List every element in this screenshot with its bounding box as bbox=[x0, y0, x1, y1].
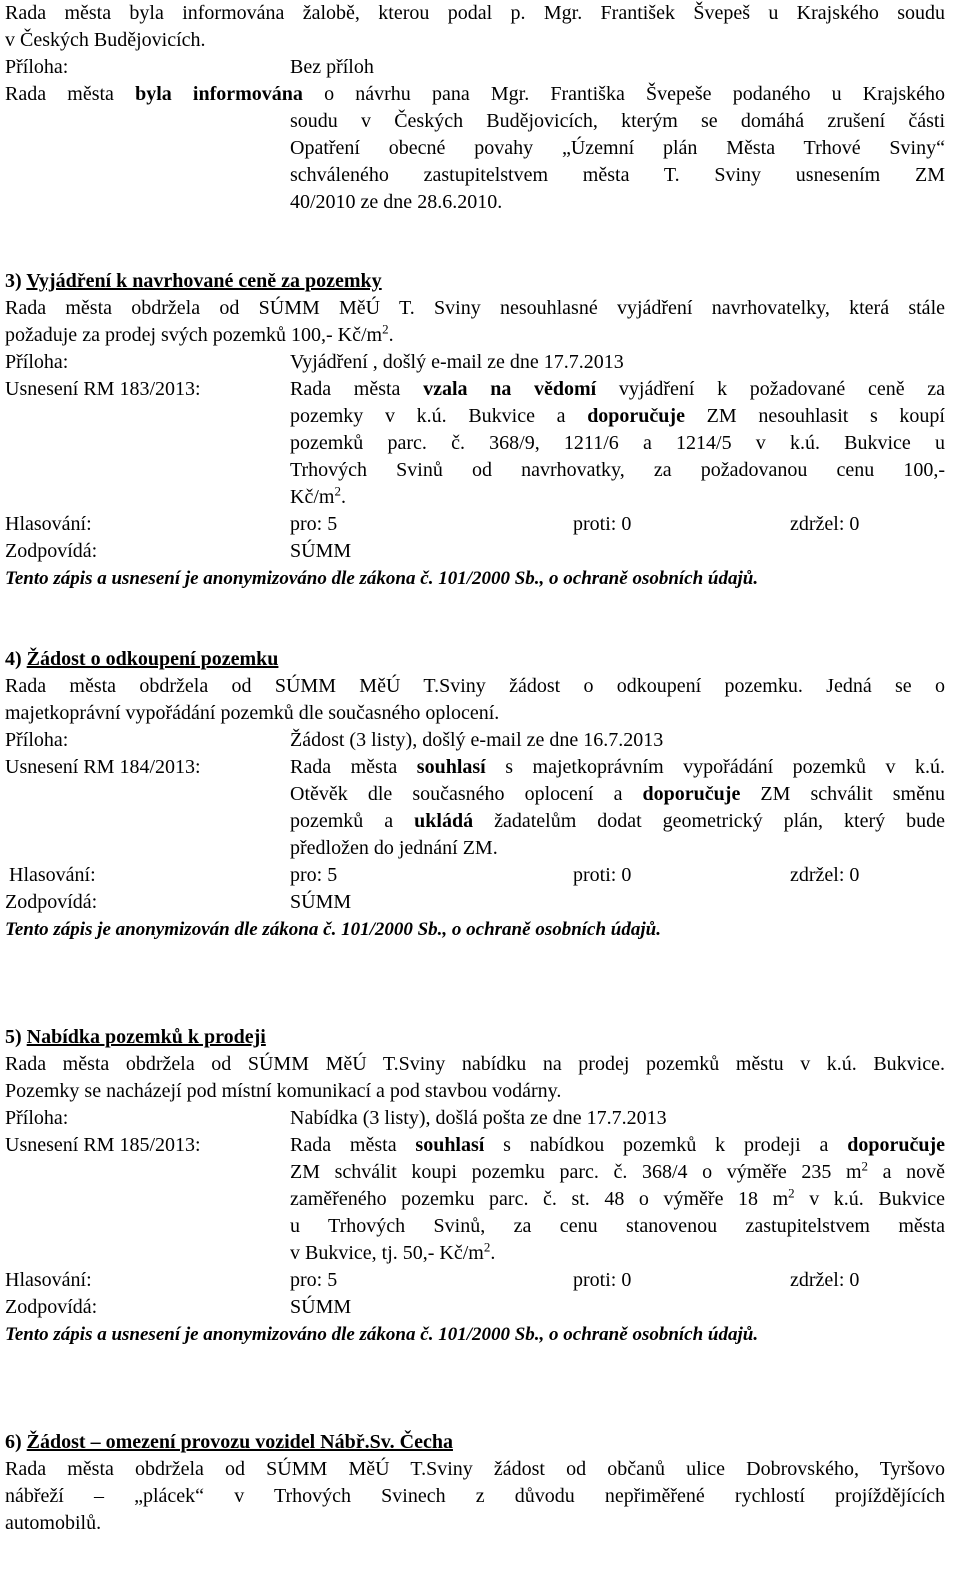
section-5-text-line-1: Rada města obdržela od SÚMM MěÚ T.Sviny nabídku na prodej pozemků městu v k.ú. Bukvice. bbox=[5, 1053, 945, 1075]
responsible-label: Zodpovídá: bbox=[5, 540, 98, 562]
intro-paragraph-2-line-1: Rada města byla informována o návrhu pana Mgr. Františka Švepeše podaného u Krajského bbox=[5, 83, 945, 105]
responsible-label: Zodpovídá: bbox=[5, 891, 98, 913]
section-5-resolution-row bbox=[5, 1132, 945, 1159]
section-6-text-line-1: Rada města obdržela od SÚMM MěÚ T.Sviny žádost od občanů ulice Dobrovského, Tyršovo bbox=[5, 1458, 945, 1480]
resolution-label: Usnesení RM 183/2013: bbox=[5, 378, 201, 400]
section-6-text-line-2: nábřeží – „plácek“ v Trhových Svinech z důvodu nepřiměřené rychlostí projíždějících bbox=[5, 1485, 945, 1507]
intro-paragraph-2-continuation: soudu v Českých Budějovicích, kterým se domáhá zrušení části Opatření obecné povahy „Územní plán Města Trhové Sviny“ schváleného zastupitelstvem města T. Sviny usnesením ZM 40/2010 ze dne 28.6.2010. bbox=[290, 110, 945, 213]
section-3-resolution-row bbox=[5, 376, 945, 403]
section-5-responsible-row bbox=[5, 1294, 945, 1321]
spacer bbox=[5, 1348, 945, 1429]
responsible-value: SÚMM bbox=[290, 540, 352, 562]
vote-abstain: zdržel: 0 bbox=[790, 864, 860, 886]
vote-against: proti: 0 bbox=[573, 513, 632, 535]
attachment-value: Bez příloh bbox=[290, 56, 374, 78]
section-3-anonymization-note: Tento zápis a usnesení je anonymizováno dle zákona č. 101/2000 Sb., o ochraně osobních údajů. bbox=[5, 568, 759, 589]
vote-label: Hlasování: bbox=[5, 513, 92, 535]
section-6-heading: 6) Žádost – omezení provozu vozidel Nábř.Sv. Čecha bbox=[5, 1431, 453, 1453]
section-4-resolution-text: Otěvěk dle současného oplocení a doporučuje ZM schválit směnu pozemků a ukládá žadatelům dodat geometrický plán, který bude předložen do jednání ZM. bbox=[290, 783, 946, 859]
section-3-vote-row bbox=[5, 511, 945, 538]
intro-attachment-row bbox=[5, 54, 945, 81]
responsible-label: Zodpovídá: bbox=[5, 1296, 98, 1318]
section-3-resolution-text: pozemky v k.ú. Bukvice a doporučuje ZM nesouhlasit s koupí pozemků parc. č. 368/9, 1211/6 a 1214/5 v k.ú. Bukvice u Trhových Svinů od navrhovatky, za požadovanou cenu 100,- $Kč/m^2$. bbox=[290, 405, 945, 508]
vote-for: pro: 5 bbox=[290, 513, 338, 535]
resolution-line-1: Rada města souhlasí s nabídkou pozemků k prodeji a doporučuje bbox=[290, 1134, 945, 1156]
vote-against: proti: 0 bbox=[573, 1269, 632, 1291]
resolution-line-1: Rada města vzala na vědomí vyjádření k požadované ceně za bbox=[290, 378, 945, 400]
vote-for: pro: 5 bbox=[290, 864, 338, 886]
document-page bbox=[5, 0, 945, 1537]
section-4-attachment-row bbox=[5, 727, 945, 754]
attachment-label: Příloha: bbox=[5, 56, 69, 78]
section-4-text-line-1: Rada města obdržela od SÚMM MěÚ T.Sviny žádost o odkoupení pozemku. Jedná se o bbox=[5, 675, 945, 697]
attachment-value: Nabídka (3 listy), došlá pošta ze dne 17.7.2013 bbox=[290, 1107, 667, 1129]
section-3-responsible-row bbox=[5, 538, 945, 565]
section-5-text-line-2: Pozemky se nacházejí pod místní komunikací a pod stavbou vodárny. bbox=[5, 1080, 562, 1102]
section-4-text-line-2: majetkoprávní vypořádání pozemků dle současného oplocení. bbox=[5, 702, 500, 724]
attachment-label: Příloha: bbox=[5, 351, 69, 373]
attachment-label: Příloha: bbox=[5, 729, 69, 751]
spacer bbox=[5, 216, 945, 268]
section-5-anonymization-note: Tento zápis a usnesení je anonymizováno dle zákona č. 101/2000 Sb., o ochraně osobních údajů. bbox=[5, 1324, 759, 1345]
vote-abstain: zdržel: 0 bbox=[790, 1269, 860, 1291]
intro-paragraph-1-line-2: v Českých Budějovicích. bbox=[5, 29, 206, 51]
section-3-text-line-1: Rada města obdržela od SÚMM MěÚ T. Sviny nesouhlasné vyjádření navrhovatelky, která stále bbox=[5, 297, 945, 319]
vote-against: proti: 0 bbox=[573, 864, 632, 886]
section-3-heading: 3) Vyjádření k navrhované ceně za pozemky bbox=[5, 270, 382, 292]
vote-for: pro: 5 bbox=[290, 1269, 338, 1291]
section-5-resolution-text: ZM schválit koupi pozemku parc. č. 368/4 o výměře 235 $m^2$ a nově zaměřeného pozemku parc. č. st. 48 o výměře 18 $m^2$ v k.ú. Bukvice u Trhových Svinů, za cenu stanovenou zastupitelstvem města v Bukvice, tj. 50,- $Kč/m^2$. bbox=[290, 1158, 945, 1264]
spacer bbox=[5, 943, 945, 1024]
vote-label: Hlasování: bbox=[9, 864, 96, 886]
resolution-line-1: Rada města souhlasí s majetkoprávním vypořádání pozemků v k.ú. bbox=[290, 756, 946, 778]
section-4-responsible-row bbox=[5, 889, 945, 916]
attachment-value: Vyjádření , došlý e-mail ze dne 17.7.2013 bbox=[290, 351, 624, 373]
section-5-vote-row bbox=[5, 1267, 945, 1294]
attachment-value: Žádost (3 listy), došlý e-mail ze dne 16.7.2013 bbox=[290, 729, 664, 751]
attachment-label: Příloha: bbox=[5, 1107, 69, 1129]
section-5-attachment-row bbox=[5, 1105, 945, 1132]
section-6-text-line-3: automobilů. bbox=[5, 1512, 102, 1534]
resolution-label: Usnesení RM 184/2013: bbox=[5, 756, 201, 778]
section-4-resolution-row bbox=[5, 754, 945, 781]
section-4-heading: 4) Žádost o odkoupení pozemku bbox=[5, 648, 279, 670]
section-3-text-line-2: požaduje za prodej svých pozemků 100,- $Kč/m^2$. bbox=[5, 321, 394, 346]
vote-label: Hlasování: bbox=[5, 1269, 92, 1291]
resolution-label: Usnesení RM 185/2013: bbox=[5, 1134, 201, 1156]
section-4-vote-row bbox=[5, 862, 945, 889]
section-5-heading: 5) Nabídka pozemků k prodeji bbox=[5, 1026, 266, 1048]
responsible-value: SÚMM bbox=[290, 891, 352, 913]
intro-paragraph-1-line-1: Rada města byla informována žalobě, kterou podal p. Mgr. František Švepeš u Krajského soudu bbox=[5, 2, 945, 24]
section-4-anonymization-note: Tento zápis je anonymizován dle zákona č. 101/2000 Sb., o ochraně osobních údajů. bbox=[5, 919, 661, 940]
vote-abstain: zdržel: 0 bbox=[790, 513, 860, 535]
section-3-attachment-row bbox=[5, 349, 945, 376]
responsible-value: SÚMM bbox=[290, 1296, 352, 1318]
spacer bbox=[5, 592, 945, 646]
